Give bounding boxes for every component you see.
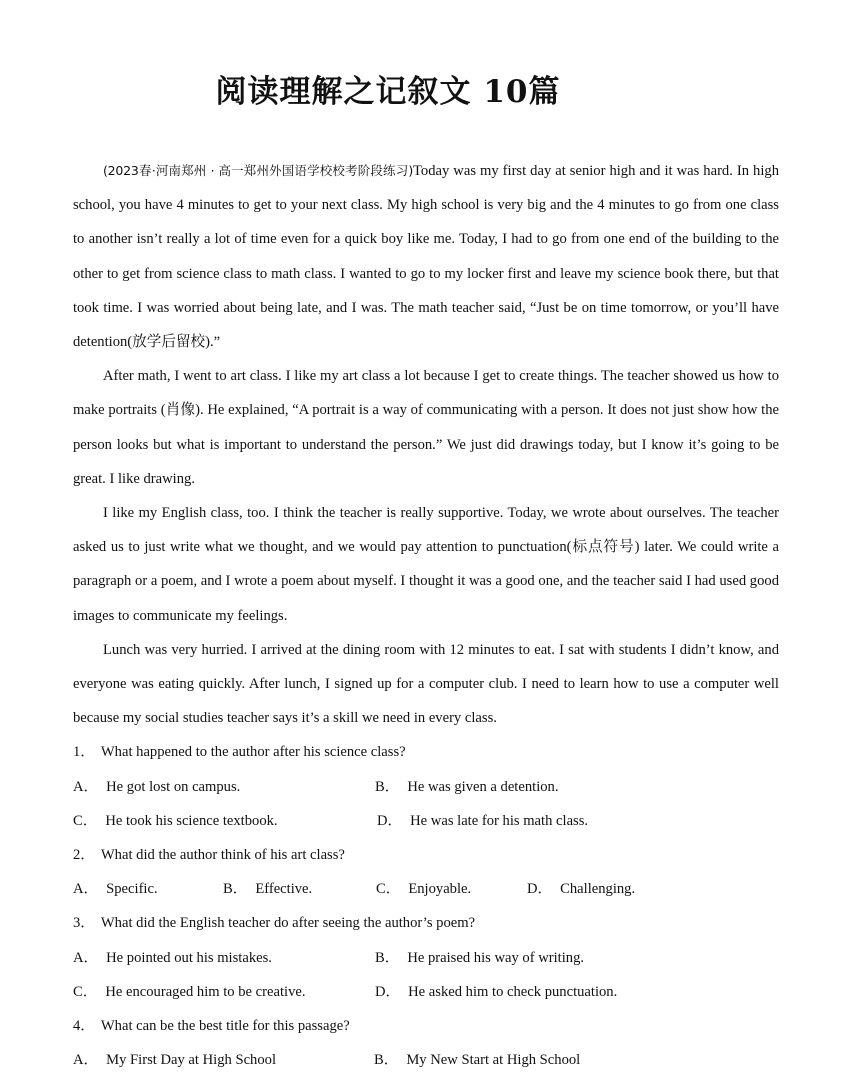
passage-paragraph bbox=[73, 154, 779, 359]
question-number: 2． bbox=[73, 847, 95, 864]
option-label: B． bbox=[374, 1052, 399, 1069]
options-row bbox=[73, 941, 779, 975]
option-d[interactable] bbox=[375, 975, 617, 1009]
option-text: He encouraged him to be creative. bbox=[105, 983, 306, 1000]
question-2 bbox=[73, 838, 779, 872]
option-text: He asked him to check punctuation. bbox=[408, 983, 618, 1000]
options-row bbox=[73, 804, 779, 838]
option-label: C． bbox=[376, 881, 401, 898]
option-label: D． bbox=[377, 812, 403, 829]
option-label: B． bbox=[223, 881, 248, 898]
option-d[interactable] bbox=[377, 804, 588, 838]
passage-paragraph: Lunch was very hurried. I arrived at the dining room with 12 minutes to eat. I sat with students I didn’t know, and everyone was eating quickly. After lunch, I signed up for a computer club. I need to learn how to use a computer well because my social studies teacher says it’s a skill we need in every class. bbox=[73, 641, 779, 727]
option-b[interactable] bbox=[374, 1043, 580, 1077]
option-label: A． bbox=[73, 881, 99, 898]
option-label: A． bbox=[73, 1052, 99, 1069]
options-row bbox=[73, 1043, 779, 1077]
option-text: Effective. bbox=[255, 881, 313, 898]
option-text: He was late for his math class. bbox=[410, 812, 589, 829]
option-text: He was given a detention. bbox=[407, 778, 559, 795]
option-c[interactable] bbox=[73, 975, 306, 1009]
option-text: He pointed out his mistakes. bbox=[106, 949, 272, 966]
option-a[interactable] bbox=[73, 770, 240, 804]
option-d[interactable] bbox=[527, 872, 635, 906]
option-text: My First Day at High School bbox=[106, 1052, 276, 1069]
question-1 bbox=[73, 735, 779, 769]
question-text: What did the author think of his art class? bbox=[100, 847, 345, 864]
option-label: B． bbox=[375, 949, 400, 966]
option-text: He got lost on campus. bbox=[106, 778, 241, 795]
option-text: He took his science textbook. bbox=[105, 812, 278, 829]
paragraph-text: Today was my first day at senior high and it was hard. In high school, you have 4 minutes to get to your next class. My high school is very big and the 4 minutes to go from one class to another isn’t really a lot of time even for a quick boy like me. Today, I had to go from one end of the building to the other to get from science class to math class. I wanted to go to my locker first and leave my science book there, but that took time. I was worried about being late, and I was. The math teacher said, “Just be on time tomorrow, or you’ll have detention(放学后留校).” bbox=[73, 163, 779, 351]
option-label: C． bbox=[73, 812, 98, 829]
question-text: What happened to the author after his science class? bbox=[100, 744, 406, 761]
option-label: A． bbox=[73, 949, 99, 966]
option-b[interactable] bbox=[375, 770, 559, 804]
option-c[interactable] bbox=[376, 872, 471, 906]
option-label: D． bbox=[375, 983, 401, 1000]
question-text: What can be the best title for this passage? bbox=[100, 1018, 350, 1034]
options-row bbox=[73, 770, 779, 804]
question-number: 4． bbox=[73, 1018, 95, 1034]
option-label: D． bbox=[527, 881, 553, 898]
question-text: What did the English teacher do after seeing the author’s poem? bbox=[100, 915, 476, 932]
options-row bbox=[73, 872, 779, 906]
question-number: 1． bbox=[73, 744, 95, 761]
option-text: Enjoyable. bbox=[408, 881, 472, 898]
option-c[interactable] bbox=[73, 804, 278, 838]
question-number: 3． bbox=[73, 915, 95, 932]
option-a[interactable] bbox=[73, 1043, 276, 1077]
passage-paragraph: After math, I went to art class. I like my art class a lot because I get to create things. The teacher showed us how to make portraits (肖像). He explained, “A portrait is a way of communicating with a person. It does not just show how the person looks but what is important to understand the person.” We just did drawings today, but I know it’s going to be great. I like drawing. bbox=[73, 368, 779, 487]
option-a[interactable] bbox=[73, 872, 158, 906]
option-text: He praised his way of writing. bbox=[407, 949, 585, 966]
question-4 bbox=[73, 1009, 779, 1043]
options-row bbox=[73, 975, 779, 1009]
option-a[interactable] bbox=[73, 941, 272, 975]
option-label: C． bbox=[73, 983, 98, 1000]
option-text: Specific. bbox=[106, 881, 158, 898]
document-body bbox=[73, 154, 779, 1077]
passage-paragraph: I like my English class, too. I think the teacher is really supportive. Today, we wrote about ourselves. The teacher asked us to just write what we thought, and we would pay attention to punctuation(标点符号) later. We could write a paragraph or a poem, and I wrote a poem about myself. I thought it was a good one, and the teacher said I had used good images to communicate my feelings. bbox=[73, 505, 779, 624]
option-label: B． bbox=[375, 778, 400, 795]
source-citation: (2023春·河南郑州 · 高一郑州外国语学校校考阶段练习) bbox=[103, 163, 414, 178]
page-title: 阅读理解之记叙文 10篇 bbox=[215, 74, 561, 110]
option-text: Challenging. bbox=[560, 881, 636, 898]
option-b[interactable] bbox=[375, 941, 584, 975]
option-text: My New Start at High School bbox=[406, 1052, 581, 1069]
option-label: A． bbox=[73, 778, 99, 795]
question-3 bbox=[73, 906, 779, 940]
option-b[interactable] bbox=[223, 872, 312, 906]
